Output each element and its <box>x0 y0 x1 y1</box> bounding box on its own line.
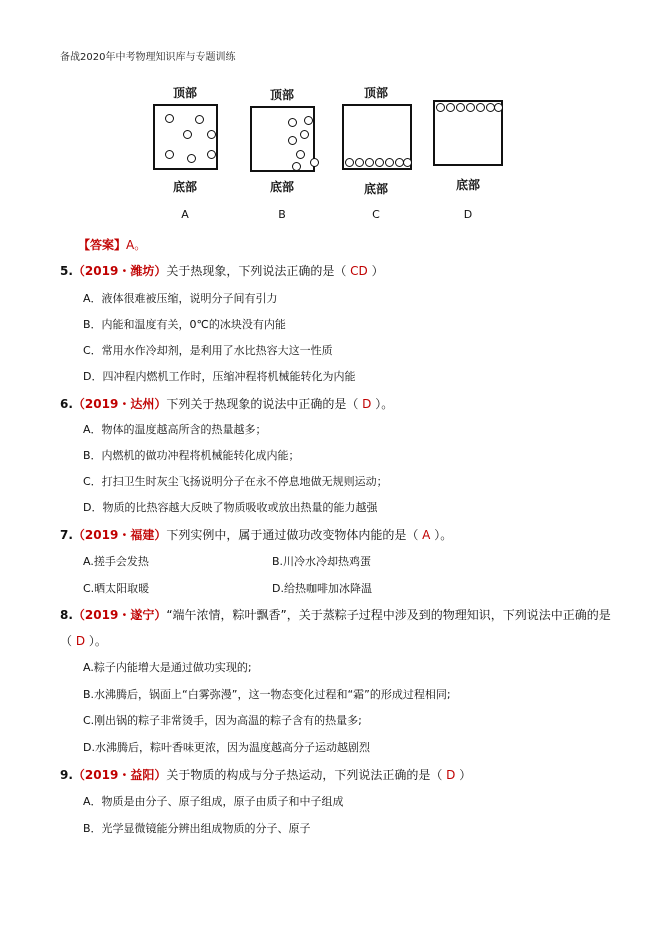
molecule <box>300 130 309 139</box>
molecule <box>292 162 301 171</box>
container-box <box>433 100 503 166</box>
question-number: 8. <box>60 608 73 622</box>
option: A．物质是由分子、原子组成，原子由质子和中子组成 <box>83 795 344 808</box>
question-7 <box>60 526 452 543</box>
molecule <box>375 158 384 167</box>
molecule <box>466 103 475 112</box>
question-stem: 关于热现象，下列说法正确的是（ <box>166 264 351 278</box>
question-tail: ） <box>367 264 384 278</box>
answer-line <box>78 236 146 253</box>
bottom-label: 底部 <box>269 180 294 194</box>
molecule <box>403 158 412 167</box>
question-source: （2019・达州） <box>72 397 167 411</box>
option-letter: C <box>372 208 380 221</box>
option: C．打扫卫生时灰尘飞扬说明分子在永不停息地做无规则运动； <box>83 475 388 488</box>
molecule <box>207 150 216 159</box>
option-letter: B <box>278 208 286 221</box>
option: B.水沸腾后，锅面上“白雾弥漫”，这一物态变化过程和“霜”的形成过程相同; <box>83 688 451 701</box>
option: A.搓手会发热 <box>83 555 149 568</box>
question-open: （ <box>60 634 76 648</box>
molecule <box>288 136 297 145</box>
question-answer: D <box>362 397 372 411</box>
bottom-label: 底部 <box>172 180 197 194</box>
option: D.给热咖啡加冰降温 <box>272 582 372 595</box>
answer-value: A。 <box>126 238 147 252</box>
option: C.刚出锅的粽子非常烫手，因为高温的粽子含有的热量多; <box>83 714 362 727</box>
molecule <box>310 158 319 167</box>
option: A．液体很难被压缩，说明分子间有引力 <box>83 292 278 305</box>
question-source: （2019・遂宁） <box>72 608 167 622</box>
molecule <box>165 114 174 123</box>
molecule <box>296 150 305 159</box>
top-label: 顶部 <box>363 86 388 100</box>
molecule <box>165 150 174 159</box>
question-stem: “端午浓情，粽叶飘香”，关于蒸粽子过程中涉及到的物理知识，下列说法中正确的是 <box>166 608 611 622</box>
option: A.粽子内能增大是通过做功实现的; <box>83 661 252 674</box>
question-source: （2019・潍坊） <box>72 264 167 278</box>
molecule <box>385 158 394 167</box>
molecule <box>456 103 465 112</box>
molecule <box>365 158 374 167</box>
bottom-label: 底部 <box>363 182 388 196</box>
molecule <box>304 116 313 125</box>
question-number: 9. <box>60 768 73 782</box>
question-number: 6. <box>60 397 73 411</box>
question-stem: 下列关于热现象的说法中正确的是（ <box>166 397 363 411</box>
question-8 <box>60 606 611 623</box>
molecule <box>494 103 503 112</box>
container-box <box>250 106 315 172</box>
option: C．常用水作冷却剂，是利用了水比热容大这一性质 <box>83 344 333 357</box>
question-9 <box>60 766 471 783</box>
question-tail: ） <box>455 768 472 782</box>
container-box <box>342 104 412 170</box>
question-stem: 关于物质的构成与分子热运动，下列说法正确的是（ <box>166 768 447 782</box>
molecule <box>446 103 455 112</box>
question-stem: 下列实例中，属于通过做功改变物体内能的是（ <box>166 528 423 542</box>
molecule-figure <box>150 84 495 222</box>
question-6 <box>60 395 393 412</box>
option-letter: D <box>463 208 473 221</box>
question-source: （2019・益阳） <box>72 768 167 782</box>
option: D.水沸腾后，粽叶香味更浓，因为温度越高分子运动越剧烈 <box>83 741 370 754</box>
molecule <box>187 154 196 163</box>
question-answer: D <box>75 634 86 648</box>
page-header: 备战2020年中考物理知识库与专题训练 <box>60 52 236 63</box>
molecule <box>207 130 216 139</box>
answer-tag: 【答案】 <box>78 238 127 252</box>
top-label: 顶部 <box>269 88 294 102</box>
option: B．光学显微镜能分辨出组成物质的分子、原子 <box>83 822 311 835</box>
question-number: 5. <box>60 264 73 278</box>
question-8-line2 <box>60 632 107 649</box>
option: D．物质的比热容越大反映了物质吸收或放出热量的能力越强 <box>83 501 378 514</box>
option-letter: A <box>181 208 189 221</box>
bottom-label: 底部 <box>455 178 480 192</box>
top-label: 顶部 <box>172 86 197 100</box>
question-number: 7. <box>60 528 73 542</box>
molecule <box>288 118 297 127</box>
molecule <box>436 103 445 112</box>
molecule <box>345 158 354 167</box>
option: B．内能和温度有关，0℃的冰块没有内能 <box>83 318 286 331</box>
molecule <box>183 130 192 139</box>
question-5 <box>60 262 384 279</box>
option: C.晒太阳取暖 <box>83 582 150 595</box>
question-answer: CD <box>350 264 368 278</box>
option: A．物体的温度越高所含的热量越多； <box>83 423 267 436</box>
option: B．内燃机的做功冲程将机械能转化成内能； <box>83 449 300 462</box>
question-source: （2019・福建） <box>72 528 167 542</box>
question-tail: ）。 <box>371 397 394 411</box>
question-tail: ）。 <box>430 528 453 542</box>
question-answer: A <box>422 528 431 542</box>
container-box <box>153 104 218 170</box>
molecule <box>195 115 204 124</box>
option: B.川冷水冷却热鸡蛋 <box>272 555 372 568</box>
question-answer: D <box>446 768 456 782</box>
molecule <box>355 158 364 167</box>
question-tail: ）。 <box>85 634 107 648</box>
molecule <box>476 103 485 112</box>
option: D．四冲程内燃机工作时，压缩冲程将机械能转化为内能 <box>83 370 356 383</box>
